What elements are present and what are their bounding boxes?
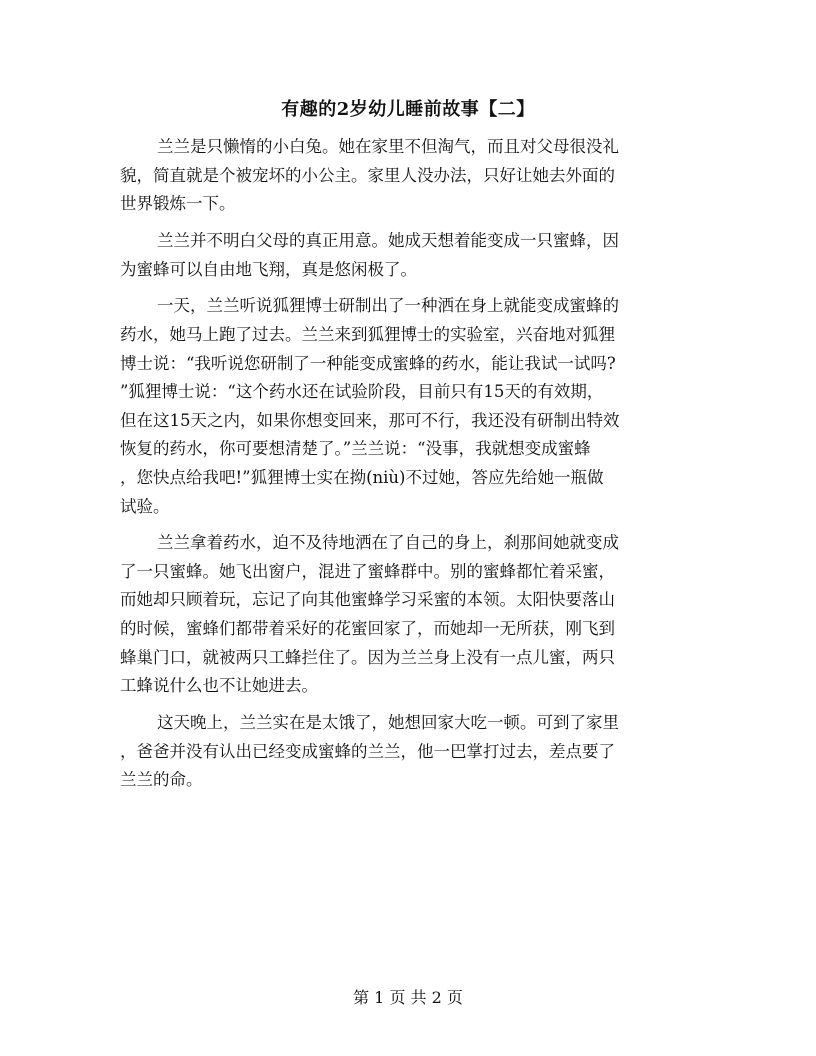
text-line: 兰兰并不明白父母的真正用意。她成天想着能变成一只蜜蜂，因 (157, 230, 619, 250)
page-title: 有趣的2岁幼儿睡前故事【二】 (281, 99, 535, 120)
paragraph-1 (120, 133, 696, 219)
paragraph-4 (120, 529, 696, 701)
text-line: 博士说：“我听说您研制了一种能变成蜜蜂的药水，能让我试一试吗? (120, 353, 616, 373)
paragraph-5 (120, 709, 696, 795)
page-footer: 第 1 页 共 2 页 (353, 988, 463, 1007)
story-body (120, 133, 696, 803)
text-line: 了一只蜜蜂。她飞出窗户，混进了蜜蜂群中。别的蜜蜂都忙着采蜜， (120, 561, 615, 581)
text-line: ，爸爸并没有认出已经变成蜜蜂的兰兰，他一巴掌打过去，差点要了 (120, 741, 615, 761)
text-line: ”狐狸博士说：“这个药水还在试验阶段，目前只有15天的有效期， (120, 382, 604, 402)
text-line: 药水，她马上跑了过去。兰兰来到狐狸博士的实验室，兴奋地对狐狸 (120, 324, 615, 344)
text-line: 世界锻炼一下。 (120, 194, 236, 214)
paragraph-2 (120, 227, 696, 284)
text-line: 蜂巢门口，就被两只工蜂拦住了。因为兰兰身上没有一点儿蜜，两只 (120, 647, 615, 667)
text-line: 为蜜蜂可以自由地飞翔，真是悠闲极了。 (120, 259, 417, 279)
text-line: 试验。 (120, 496, 170, 516)
text-line: 的时候，蜜蜂们都带着采好的花蜜回家了，而她却一无所获，刚飞到 (120, 619, 615, 639)
text-line: 而她却只顾着玩，忘记了向其他蜜蜂学习采蜜的本领。太阳快要落山 (120, 590, 615, 610)
text-line: 但在这15天之内，如果你想变回来，那可不行，我还没有研制出特效 (120, 410, 620, 430)
text-line: 这天晚上，兰兰实在是太饿了，她想回家大吃一顿。可到了家里 (157, 713, 619, 733)
text-line: 兰兰拿着药水，迫不及待地洒在了自己的身上，刹那间她就变成 (157, 533, 619, 553)
text-line: 貌，简直就是个被宠坏的小公主。家里人没办法，只好让她去外面的 (120, 165, 615, 185)
paragraph-3 (120, 292, 696, 521)
text-line: 恢复的药水，你可要想清楚了。”兰兰说：“没事，我就想变成蜜蜂 (120, 439, 591, 459)
text-line: ，您快点给我吧!”狐狸博士实在拗(niù)不过她，答应先给她一瓶做 (120, 467, 604, 487)
text-line: 兰兰是只懒惰的小白兔。她在家里不但淘气，而且对父母很没礼 (157, 137, 619, 156)
text-line: 一天，兰兰听说狐狸博士研制出了一种洒在身上就能变成蜜蜂的 (157, 296, 619, 316)
text-line: 工蜂说什么也不让她进去。 (120, 676, 318, 696)
text-line: 兰兰的命。 (120, 770, 203, 790)
